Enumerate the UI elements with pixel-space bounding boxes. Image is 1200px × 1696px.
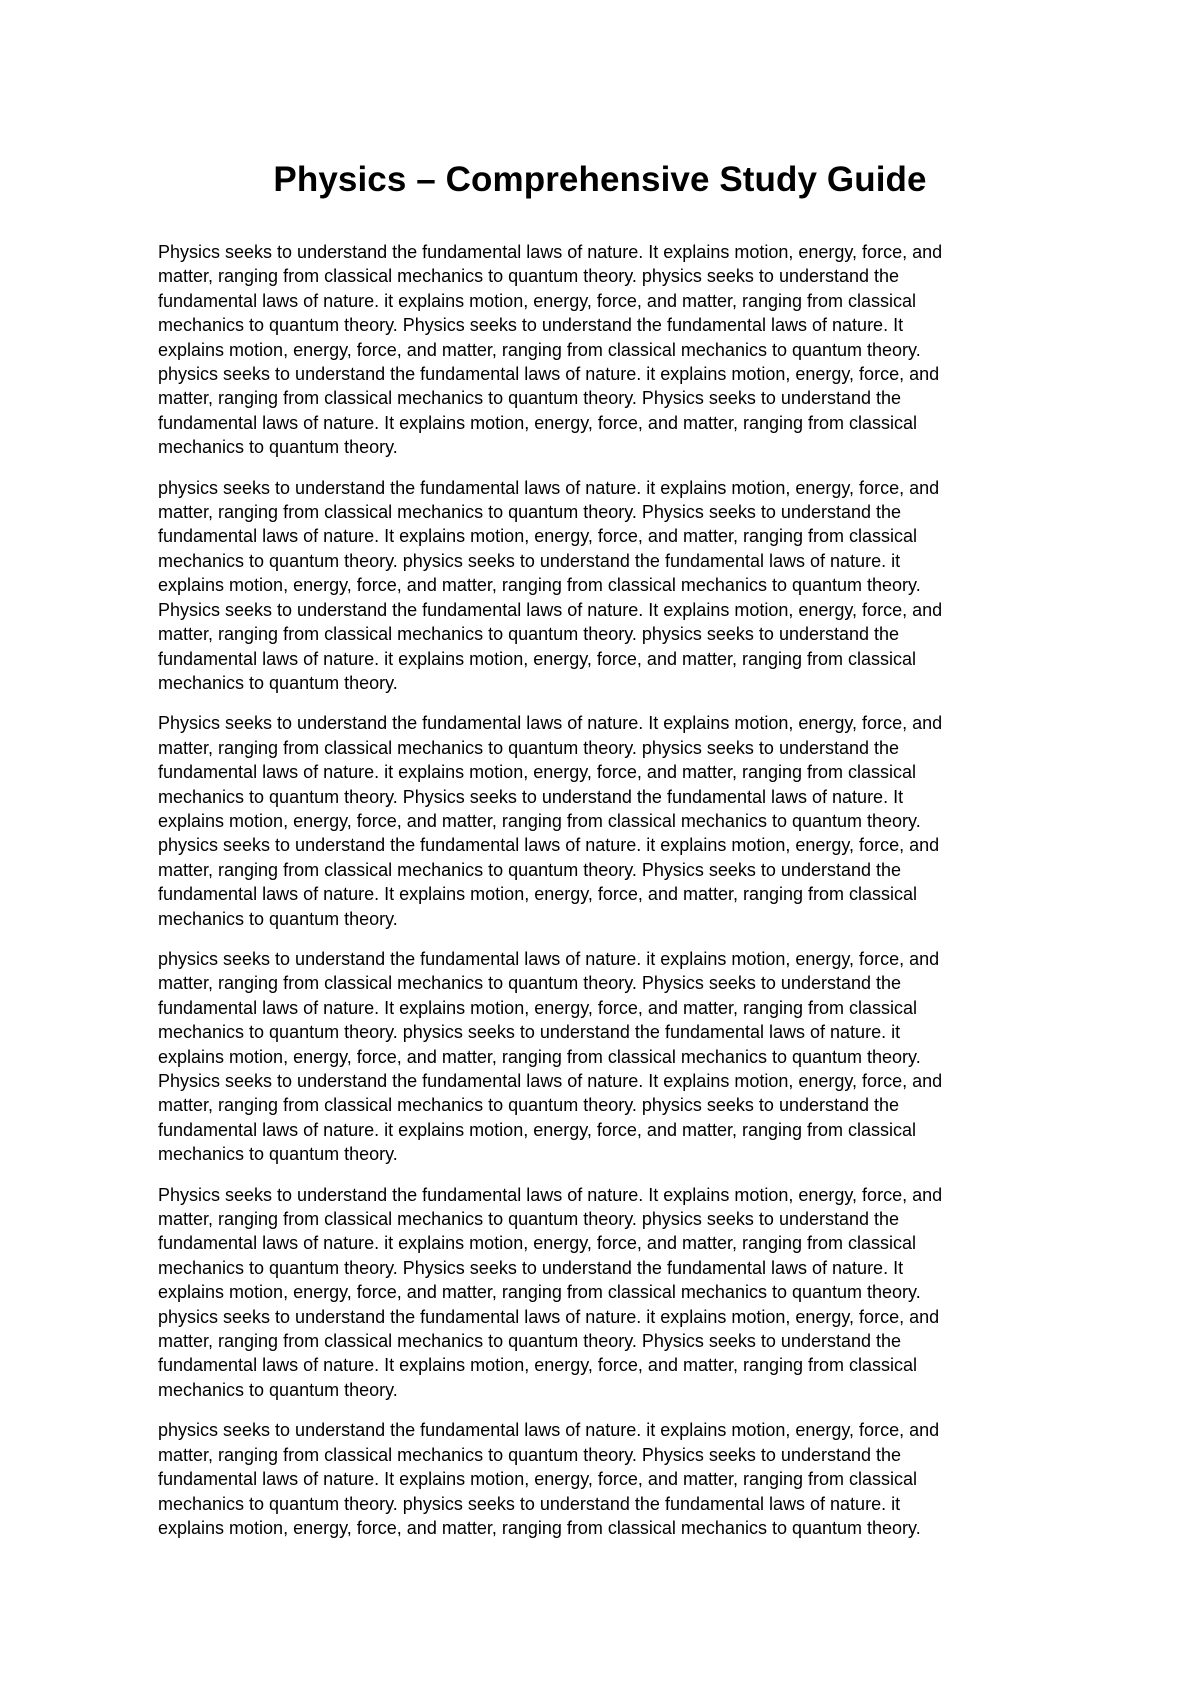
text-line: Physics seeks to understand the fundamental laws of nature. It explains motion, energy, force, and [158,599,943,620]
text-line: mechanics to quantum theory. Physics seeks to understand the fundamental laws of nature. It [158,315,904,336]
text-line: explains motion, energy, force, and matter, ranging from classical mechanics to quantum theory. [158,1282,921,1303]
text-line: mechanics to quantum theory. [158,672,398,693]
text-line: fundamental laws of nature. it explains motion, energy, force, and matter, ranging from classical [158,648,917,669]
text-line: matter, ranging from classical mechanics to quantum theory. physics seeks to understand the [158,1209,900,1230]
text-line: Physics seeks to understand the fundamental laws of nature. It explains motion, energy, force, and [158,713,943,734]
text-line: fundamental laws of nature. It explains motion, energy, force, and matter, ranging from classical [158,1469,918,1490]
text-line: physics seeks to understand the fundamental laws of nature. it explains motion, energy, force, and [158,1306,940,1327]
text-line: mechanics to quantum theory. [158,1144,398,1165]
text-line: mechanics to quantum theory. [158,908,398,929]
text-line: matter, ranging from classical mechanics to quantum theory. Physics seeks to understand the [158,388,902,409]
text-line: matter, ranging from classical mechanics to quantum theory. physics seeks to understand the [158,266,900,287]
text-line: physics seeks to understand the fundamental laws of nature. it explains motion, energy, force, and [158,948,940,969]
text-line: mechanics to quantum theory. [158,1379,398,1400]
document-body [158,240,1048,1556]
text-line: explains motion, energy, force, and matter, ranging from classical mechanics to quantum theory. [158,339,921,360]
text-line: fundamental laws of nature. it explains motion, energy, force, and matter, ranging from classical [158,1119,917,1140]
text-line: fundamental laws of nature. It explains motion, energy, force, and matter, ranging from classical [158,526,918,547]
text-line: fundamental laws of nature. it explains motion, energy, force, and matter, ranging from classical [158,762,917,783]
document-title: Physics – Comprehensive Study Guide [273,160,927,199]
text-line: explains motion, energy, force, and matter, ranging from classical mechanics to quantum theory. [158,810,921,831]
paragraph [158,476,1048,696]
text-line: physics seeks to understand the fundamental laws of nature. it explains motion, energy, force, and [158,1420,940,1441]
text-line: matter, ranging from classical mechanics to quantum theory. physics seeks to understand the [158,624,900,645]
text-line: Physics seeks to understand the fundamental laws of nature. It explains motion, energy, force, and [158,1184,943,1205]
paragraph [158,1418,1048,1540]
paragraph [158,711,1048,931]
text-line: physics seeks to understand the fundamental laws of nature. it explains motion, energy, force, and [158,835,940,856]
text-line: fundamental laws of nature. It explains motion, energy, force, and matter, ranging from classical [158,1355,918,1376]
text-line: fundamental laws of nature. It explains motion, energy, force, and matter, ranging from classical [158,412,918,433]
paragraph [158,240,1048,460]
text-line: mechanics to quantum theory. physics seeks to understand the fundamental laws of nature. it [158,550,901,571]
text-line: matter, ranging from classical mechanics to quantum theory. Physics seeks to understand the [158,973,902,994]
text-line: matter, ranging from classical mechanics to quantum theory. physics seeks to understand the [158,1095,900,1116]
paragraph [158,1183,1048,1403]
text-line: fundamental laws of nature. it explains motion, energy, force, and matter, ranging from classical [158,290,917,311]
text-line: explains motion, energy, force, and matter, ranging from classical mechanics to quantum theory. [158,1517,921,1538]
text-line: matter, ranging from classical mechanics to quantum theory. physics seeks to understand the [158,737,900,758]
text-line: Physics seeks to understand the fundamental laws of nature. It explains motion, energy, force, and [158,242,943,262]
paragraph [158,947,1048,1167]
text-line: explains motion, energy, force, and matter, ranging from classical mechanics to quantum theory. [158,1046,921,1067]
text-line: physics seeks to understand the fundamental laws of nature. it explains motion, energy, force, and [158,364,940,385]
text-line: mechanics to quantum theory. [158,437,398,458]
text-line: matter, ranging from classical mechanics to quantum theory. Physics seeks to understand the [158,1331,902,1352]
text-line: matter, ranging from classical mechanics to quantum theory. Physics seeks to understand the [158,859,902,880]
text-line: fundamental laws of nature. It explains motion, energy, force, and matter, ranging from classical [158,997,918,1018]
text-line: fundamental laws of nature. it explains motion, energy, force, and matter, ranging from classical [158,1233,917,1254]
text-line: mechanics to quantum theory. Physics seeks to understand the fundamental laws of nature. It [158,786,904,807]
text-line: Physics seeks to understand the fundamental laws of nature. It explains motion, energy, force, and [158,1071,943,1091]
text-line: physics seeks to understand the fundamental laws of nature. it explains motion, energy, force, and [158,477,940,498]
text-line: matter, ranging from classical mechanics to quantum theory. Physics seeks to understand the [158,502,902,523]
text-line: mechanics to quantum theory. physics seeks to understand the fundamental laws of nature. it [158,1022,901,1043]
text-line: matter, ranging from classical mechanics to quantum theory. Physics seeks to understand the [158,1444,902,1465]
text-line: mechanics to quantum theory. physics seeks to understand the fundamental laws of nature. it [158,1493,901,1514]
text-line: mechanics to quantum theory. Physics seeks to understand the fundamental laws of nature. It [158,1257,904,1278]
text-line: fundamental laws of nature. It explains motion, energy, force, and matter, ranging from classical [158,884,918,905]
text-line: explains motion, energy, force, and matter, ranging from classical mechanics to quantum theory. [158,575,921,596]
